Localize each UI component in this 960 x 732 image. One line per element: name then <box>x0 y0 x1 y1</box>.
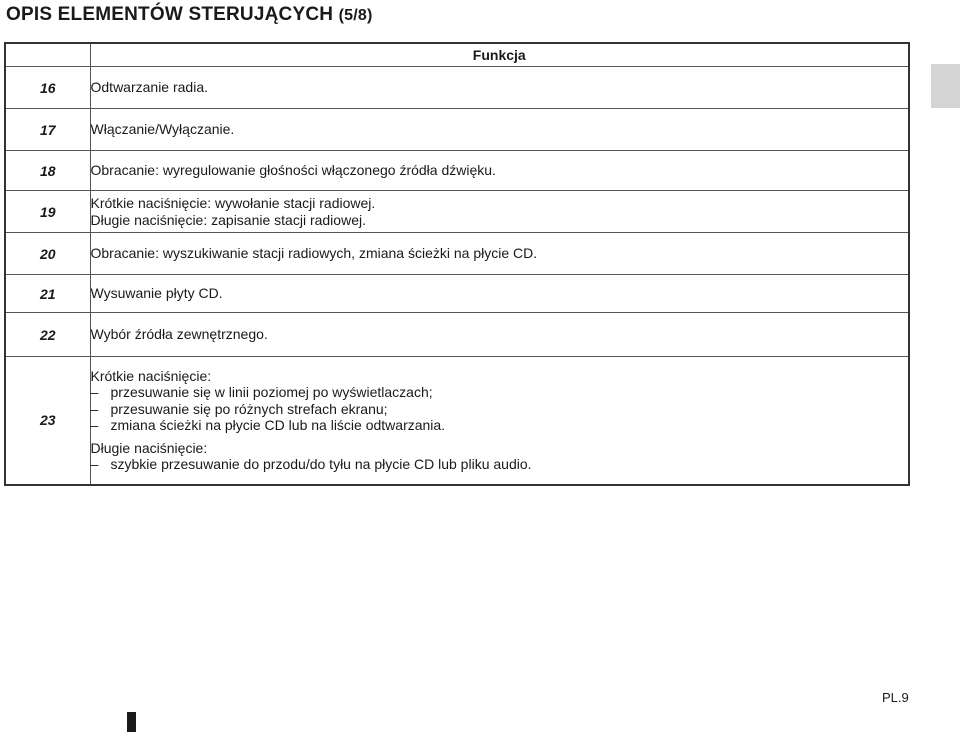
page-number: PL.9 <box>882 690 909 705</box>
table-header-function: Funkcja <box>90 43 909 67</box>
row-description: Obracanie: wyregulowanie głośności włączonego źródła dźwięku. <box>90 151 909 191</box>
print-marker <box>127 712 136 732</box>
dash-bullet: – <box>90 400 99 417</box>
row-description: Włączanie/Wyłączanie. <box>90 109 909 151</box>
table-row <box>5 233 909 275</box>
dash-bullet: – <box>90 384 99 401</box>
row-description: Wybór źródła zewnętrznego. <box>90 313 909 357</box>
long-press-label: Długie naciśnięcie: <box>90 439 208 456</box>
list-item <box>91 401 909 418</box>
row-number: 18 <box>5 151 90 191</box>
table-row <box>5 67 909 109</box>
row-number: 17 <box>5 109 90 151</box>
controls-table <box>4 42 910 486</box>
row-description: Obracanie: wyszukiwanie stacji radiowych, zmiana ścieżki na płycie CD. <box>90 233 909 275</box>
row-number: 21 <box>5 275 90 313</box>
table-row <box>5 191 909 233</box>
page-title-suffix: (5/8) <box>338 7 373 24</box>
row-description: Odtwarzanie radia. <box>90 67 909 109</box>
list-item <box>91 456 909 473</box>
list-item-text: przesuwanie się w linii poziomej po wyświetlaczach; <box>110 384 433 401</box>
table-header-empty <box>5 43 90 67</box>
list-item <box>91 417 909 434</box>
list-item <box>91 384 909 401</box>
section-side-tab <box>931 64 960 108</box>
row-number: 22 <box>5 313 90 357</box>
row-description <box>90 357 909 485</box>
dash-bullet: – <box>90 417 99 434</box>
table-row <box>5 275 909 313</box>
row-number: 23 <box>5 357 90 485</box>
table-row <box>5 151 909 191</box>
table-header-row <box>5 43 909 67</box>
list-item-text: przesuwanie się po różnych strefach ekranu; <box>110 400 388 417</box>
dash-bullet: – <box>90 456 99 473</box>
list-item-text: zmiana ścieżki na płycie CD lub na liście odtwarzania. <box>110 417 446 434</box>
page-title-text: OPIS ELEMENTÓW STERUJĄCYCH <box>6 4 334 25</box>
row-number: 20 <box>5 233 90 275</box>
page-title <box>6 4 373 26</box>
row-description: Wysuwanie płyty CD. <box>90 275 909 313</box>
table-row <box>5 313 909 357</box>
table-row <box>5 357 909 485</box>
table-row <box>5 109 909 151</box>
row-description-line: Długie naciśnięcie: zapisanie stacji radiowej. <box>90 211 366 228</box>
row-description <box>90 191 909 233</box>
list-item-text: szybkie przesuwanie do przodu/do tyłu na płycie CD lub pliku audio. <box>110 456 532 473</box>
short-press-label: Krótkie naciśnięcie: <box>90 367 212 384</box>
row-description-line: Krótkie naciśnięcie: wywołanie stacji radiowej. <box>90 195 376 211</box>
row-number: 19 <box>5 191 90 233</box>
row-number: 16 <box>5 67 90 109</box>
